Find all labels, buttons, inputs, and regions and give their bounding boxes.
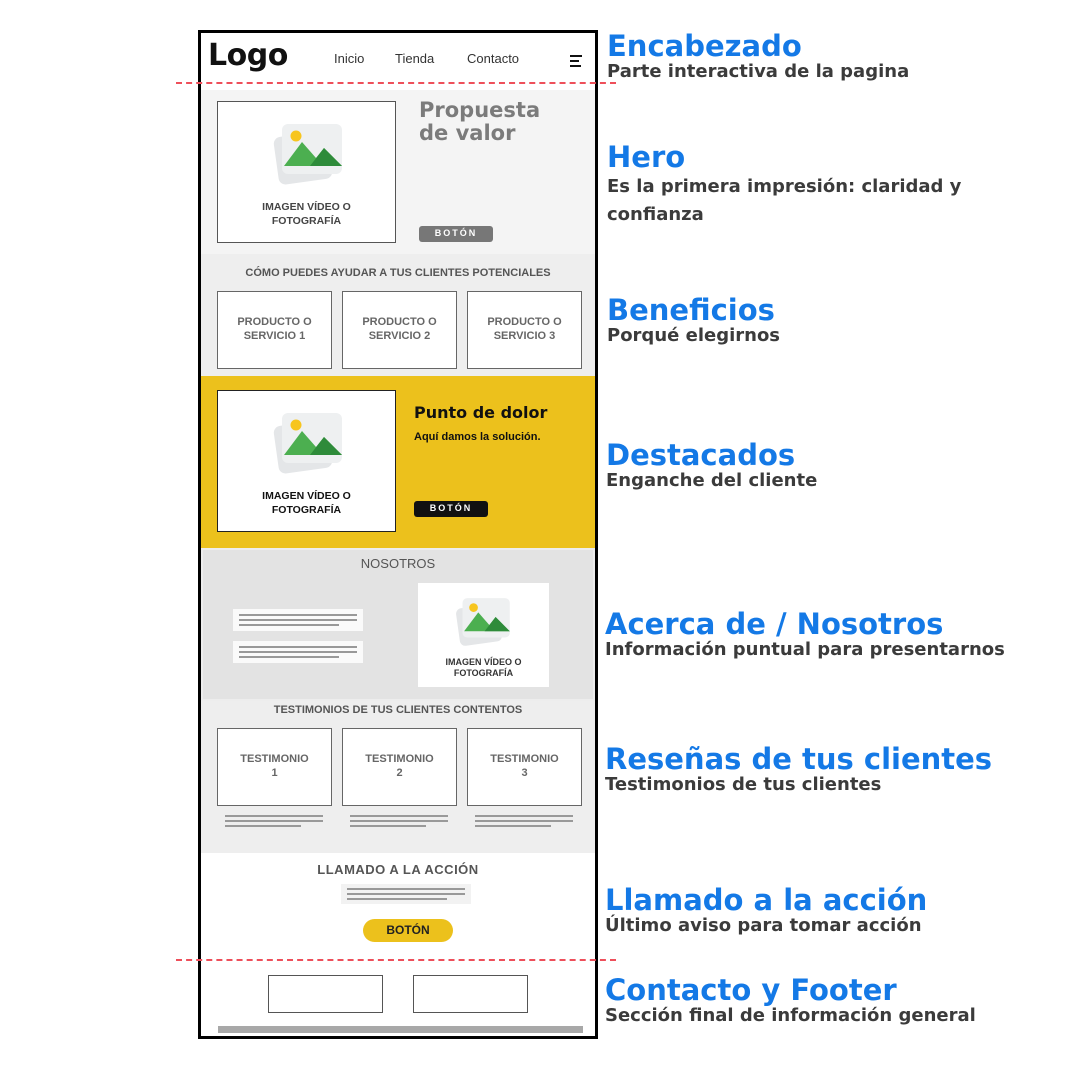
hamburger-menu-icon[interactable] <box>570 55 582 70</box>
annotation-encabezado: Encabezado Parte interactiva de la pagina <box>607 29 910 82</box>
cta-title: LLAMADO A LA ACCIÓN <box>317 862 479 877</box>
annotation-llamado-accion: Llamado a la acción Último aviso para tomar acción <box>605 883 928 936</box>
pain-point-subtitle: Aquí damos la solución. <box>414 431 541 443</box>
footer-separator-line <box>176 959 616 961</box>
image-caption-line1: IMAGEN VÍDEO O <box>445 657 522 667</box>
footer-box <box>413 975 528 1013</box>
testimonial-card[interactable]: TESTIMONIO 2 <box>342 728 457 806</box>
footer-box <box>268 975 383 1013</box>
annotation-resenas: Reseñas de tus clientes Testimonios de tus clientes <box>605 742 993 795</box>
nav-link-contacto[interactable]: Contacto <box>467 51 520 66</box>
benefit-card[interactable]: PRODUCTO O SERVICIO 1 <box>217 291 332 369</box>
text-placeholder <box>233 609 363 631</box>
website-wireframe <box>198 30 598 1039</box>
nav-link-tienda[interactable]: Tienda <box>395 51 435 66</box>
hero-button[interactable]: BOTÓN <box>419 226 493 242</box>
about-title: NOSOTROS <box>360 556 436 571</box>
highlight-button[interactable]: BOTÓN <box>414 501 488 517</box>
text-placeholder <box>341 884 471 904</box>
benefit-card[interactable]: PRODUCTO O SERVICIO 2 <box>342 291 457 369</box>
annotation-contacto-footer: Contacto y Footer Sección final de información general <box>605 973 976 1026</box>
annotation-destacados: Destacados Enganche del cliente <box>606 438 818 491</box>
hero-image-placeholder <box>217 101 396 243</box>
image-caption-line2: FOTOGRAFÍA <box>271 504 342 516</box>
image-icon <box>454 595 512 647</box>
logo[interactable]: Logo <box>208 38 288 73</box>
testimonials-title: TESTIMONIOS DE TUS CLIENTES CONTENTOS <box>273 704 523 716</box>
image-caption-line2: FOTOGRAFÍA <box>453 668 514 678</box>
cta-button[interactable]: BOTÓN <box>363 919 453 942</box>
footer-bar <box>218 1026 583 1033</box>
about-image-placeholder <box>418 583 549 687</box>
value-proposition-title: Propuesta de valor <box>419 98 541 145</box>
testimonial-card[interactable]: TESTIMONIO 1 <box>217 728 332 806</box>
text-placeholder <box>225 813 325 831</box>
testimonial-card[interactable]: TESTIMONIO 3 <box>467 728 582 806</box>
header-separator-line <box>176 82 616 84</box>
benefit-card[interactable]: PRODUCTO O SERVICIO 3 <box>467 291 582 369</box>
image-caption-line1: IMAGEN VÍDEO O <box>262 490 351 502</box>
nav-link-inicio[interactable]: Inicio <box>334 51 365 66</box>
pain-point-title: Punto de dolor <box>414 403 548 422</box>
annotation-hero: Hero Es la primera impresión: claridad y confianza <box>607 140 962 225</box>
image-caption-line1: IMAGEN VÍDEO O <box>262 201 351 213</box>
highlight-image-placeholder <box>217 390 396 532</box>
annotation-nosotros: Acerca de / Nosotros Información puntual para presentarnos <box>605 607 1005 660</box>
benefits-title: CÓMO PUEDES AYUDAR A TUS CLIENTES POTENCIALES <box>245 267 551 279</box>
image-icon <box>272 120 344 186</box>
text-placeholder <box>233 641 363 663</box>
text-placeholder <box>475 813 575 831</box>
image-icon <box>272 409 344 475</box>
image-caption-line2: FOTOGRAFÍA <box>271 215 342 227</box>
text-placeholder <box>350 813 450 831</box>
annotation-beneficios: Beneficios Porqué elegirnos <box>607 293 781 346</box>
